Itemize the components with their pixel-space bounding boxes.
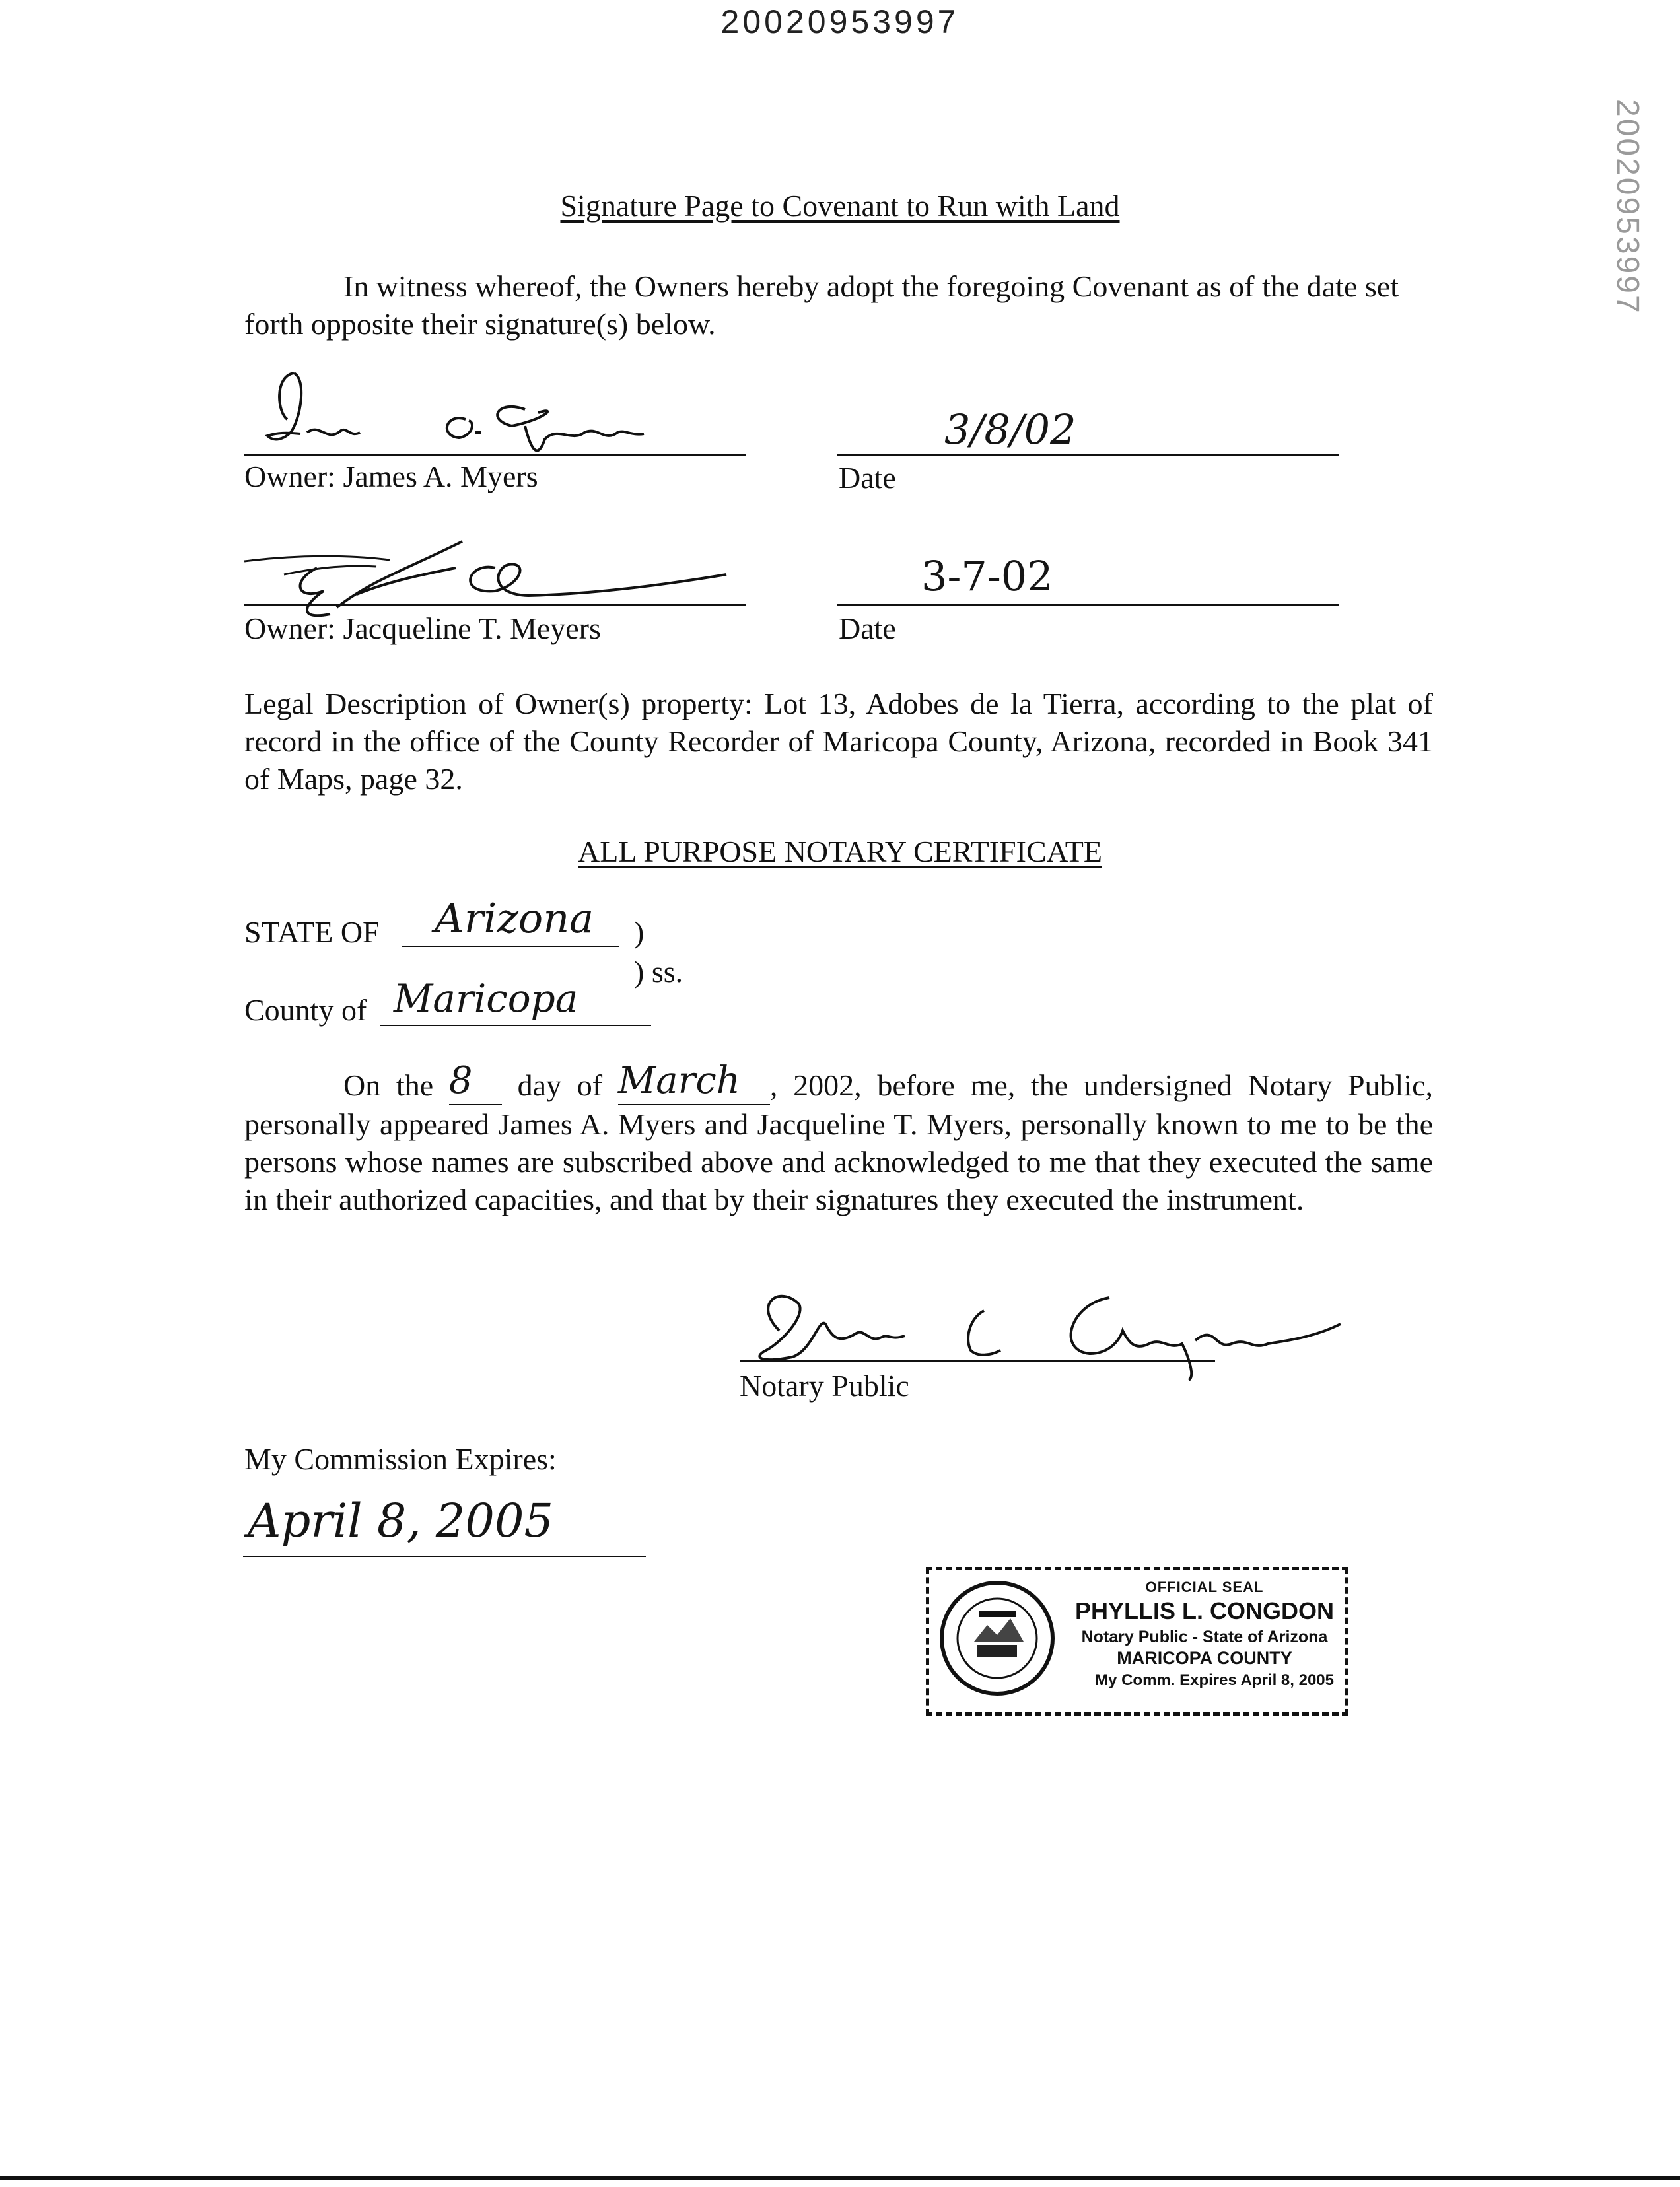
county-value: Maricopa — [394, 976, 578, 1021]
notary-body-text: , 2002, before me, the undersigned Notary Public, personally appeared James A. Myers and Jacqueline T. Myers, personally known to me to be the persons whose names are subscribed above and acknowledged to me that they executed the same in their authorized capacities, and that by their signatures they executed the instrument. — [244, 1068, 1434, 1216]
owner-1-signature — [248, 360, 750, 459]
state-label: STATE OF — [244, 915, 380, 949]
county-blank — [380, 976, 651, 1026]
side-document-number: 20020953997 — [1610, 99, 1645, 315]
state-blank — [402, 893, 619, 947]
notary-on-the: On the — [343, 1068, 434, 1102]
owner-1-label: Owner: James A. Myers — [244, 460, 538, 493]
owner-2-signature-line — [244, 604, 746, 606]
commission-value: April 8, 2005 — [248, 1494, 554, 1548]
seal-line-2: PHYLLIS L. CONGDON — [1074, 1597, 1334, 1624]
day-value: 8 — [448, 1059, 473, 1102]
notary-public-label: Notary Public — [740, 1369, 909, 1403]
seal-line-3: Notary Public - State of Arizona — [1081, 1628, 1328, 1646]
notary-heading: ALL PURPOSE NOTARY CERTIFICATE — [578, 835, 1102, 868]
seal-line-4: MARICOPA COUNTY — [1117, 1648, 1292, 1668]
bottom-border — [0, 2176, 1680, 2180]
county-label: County of — [244, 993, 367, 1027]
seal-line-1: OFFICIAL SEAL — [1145, 1579, 1264, 1595]
day-blank — [448, 1059, 502, 1105]
state-paren: ) — [634, 915, 645, 949]
owner-2-date-line — [837, 604, 1339, 606]
seal-text-block — [1066, 1579, 1343, 1690]
commission-line — [243, 1556, 646, 1557]
notary-seal-stamp — [926, 1567, 1348, 1716]
notary-signature — [740, 1278, 1347, 1383]
owner-2-date-value: 3-7-02 — [921, 552, 1053, 600]
legal-description: Legal Description of Owner(s) property: Lot 13, Adobes de la Tierra, according to the plat of record in the office of the County Recorder of Maricopa County, Arizona, recorded in Book 341 of Maps, page 32. — [244, 687, 1433, 796]
seal-line-5: My Comm. Expires April 8, 2005 — [1095, 1671, 1334, 1689]
notary-signature-line — [740, 1360, 1215, 1362]
month-value: March — [617, 1059, 740, 1102]
notary-body — [244, 1059, 1434, 1218]
owner-2-date-label: Date — [839, 611, 896, 645]
intro-paragraph: In witness whereof, the Owners hereby adopt the foregoing Covenant as of the date set forth opposite their signature(s) below. — [244, 269, 1399, 341]
owner-1-date-line — [837, 454, 1339, 456]
owner-1-signature-line — [244, 454, 746, 456]
page-title: Signature Page to Covenant to Run with Land — [560, 189, 1120, 223]
ss-label: ) ss. — [634, 955, 683, 989]
owner-1-date-value: 3/8/02 — [944, 405, 1076, 454]
owner-2-label: Owner: Jacqueline T. Meyers — [244, 611, 601, 645]
document-number: 20020953997 — [720, 3, 960, 40]
state-value: Arizona — [435, 894, 594, 942]
commission-label: My Commission Expires: — [244, 1442, 557, 1476]
notary-day-of: day of — [517, 1068, 603, 1102]
owner-1-date-label: Date — [839, 461, 896, 495]
state-seal-emblem — [938, 1579, 1057, 1701]
month-blank — [617, 1059, 770, 1105]
